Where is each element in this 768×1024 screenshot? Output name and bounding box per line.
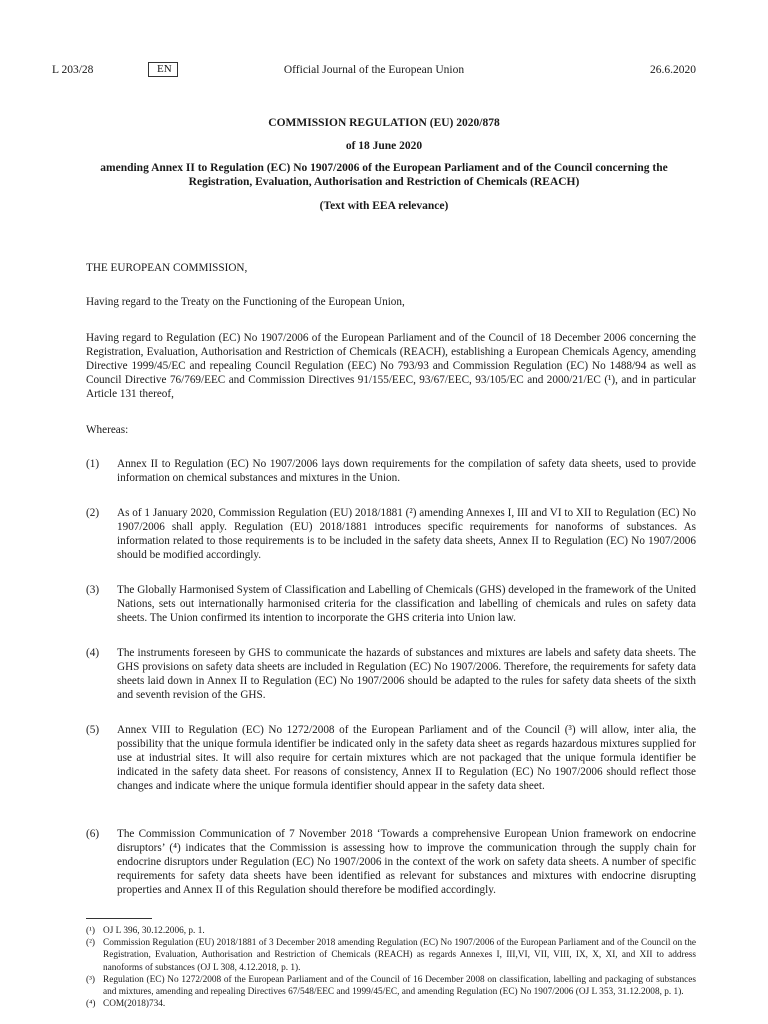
recital-2 (86, 507, 696, 563)
recital-text: Annex II to Regulation (EC) No 1907/2006 lays down requirements for the compilation of safety data sheets, used to provide information on chemical substances and mixtures in the Union. (117, 458, 696, 484)
recital-text: Annex VIII to Regulation (EC) No 1272/2008 of the European Parliament and of the Council (³) will allow, inter alia, the possibility that the unique formula identifier be indicated only in the safety data sheet as regards hazardous mixtures supplied for use at industrial sites. It will also require for certain mixtures which are not packaged that the unique formula identifier be indicated in the safety data sheet. For reasons of consistency, Annex II to Regulation (EC) No 1907/2006 should reflect those changes and indicate where the unique formula identifier should appear in the safety data sheet. (117, 724, 696, 792)
recital-1 (86, 458, 696, 486)
page-header (52, 64, 696, 80)
footnote-mark: (¹) (86, 926, 95, 936)
footnote-divider (86, 918, 152, 919)
title-block (80, 116, 688, 213)
recital-5 (86, 724, 696, 794)
language-badge: EN (148, 62, 178, 77)
footnote-4 (86, 998, 696, 1010)
treaty-citation: Having regard to the Treaty on the Functioning of the European Union, (86, 296, 405, 308)
journal-title: Official Journal of the European Union (283, 64, 465, 76)
recital-text: The instruments foreseen by GHS to communicate the hazards of substances and mixtures are labels and safety data sheets. The GHS provisions on safety data sheets are included in Regulation (EC) No 1907/2006. Therefore, the requirements for safety data sheets laid down in Annex II to Regulation (EC) No 1907/2006 should be adapted to the rules for safety data sheets of the sixth and seventh revision of the GHS. (117, 647, 696, 701)
recital-text: The Globally Harmonised System of Classification and Labelling of Chemicals (GHS) developed in the framework of the United Nations, sets out internationally harmonised criteria for the classification and labelling of chemicals and rules on safety data sheets. The Union confirmed its intention to incorporate the GHS criteria into Union law. (117, 584, 696, 624)
recital-number: (1) (86, 458, 100, 470)
regulation-subject: amending Annex II to Regulation (EC) No 1907/2006 of the European Parliament and of the Council concerning the Registration, Evaluation, Authorisation and Restriction of Chemicals (REACH) (100, 162, 668, 188)
publication-date: 26.6.2020 (650, 64, 696, 76)
footnote-text: Commission Regulation (EU) 2018/1881 of 3 December 2018 amending Regulation (EC) No 1907/2006 of the European Parliament and of the Council on the Registration, Evaluation, Authorisation and Restriction of Chemicals (REACH) as regards Annexes I, III,VI, VII, VIII, IX, X, XI, and XII to address nanoforms of substances (OJ L 308, 4.12.2018, p. 1). (103, 938, 696, 973)
recital-6 (86, 828, 696, 898)
regulation-title: COMMISSION REGULATION (EU) 2020/878 (268, 117, 500, 129)
recital-text: The Commission Communication of 7 November 2018 ‘Towards a comprehensive European Union framework on endocrine disruptors’ (⁴) indicates that the Commission is assessing how to improve the communication through the supply chain for endocrine disruptors under Regulation (EC) No 1907/2006 in the context of the work on safety data sheets. A number of specific requirements for safety data sheets have been identified as relevant for substances and mixtures with endocrine disrupting properties and Annex II of this Regulation should therefore be modified accordingly. (117, 828, 696, 896)
footnote-text: COM(2018)734. (103, 999, 166, 1010)
whereas-heading: Whereas: (86, 424, 129, 436)
footnote-mark: (²) (86, 938, 95, 949)
recital-number: (3) (86, 584, 100, 596)
recital-number: (2) (86, 507, 100, 519)
eea-relevance: (Text with EEA relevance) (319, 200, 449, 212)
recital-number: (4) (86, 647, 100, 659)
footnote-3 (86, 974, 696, 998)
regulation-date: of 18 June 2020 (345, 140, 423, 152)
recital-number: (5) (86, 724, 100, 736)
recital-text: As of 1 January 2020, Commission Regulation (EU) 2018/1881 (²) amending Annexes I, III and VI to XII to Regulation (EC) No 1907/2006 shall apply. Regulation (EU) 2018/1881 introduces specific requirements for nanoforms of substances. As information related to those requirements is to be included in the safety data sheets, Annex II to Regulation (EC) No 1907/2006 should be modified accordingly. (117, 507, 696, 561)
footnote-1 (86, 925, 696, 937)
page-reference: L 203/28 (52, 64, 94, 76)
footnote-mark: (³) (86, 974, 95, 985)
recital-4 (86, 647, 696, 703)
footnote-2 (86, 937, 696, 974)
footnote-text: OJ L 396, 30.12.2006, p. 1. (103, 926, 205, 936)
recital-3 (86, 584, 696, 626)
regulation-citation: Having regard to Regulation (EC) No 1907/2006 of the European Parliament and of the Council of 18 December 2006 concerning the Registration, Evaluation, Authorisation and Restriction of Chemicals (REACH), establishing a European Chemicals Agency, amending Directive 1999/45/EC and repealing Council Regulation (EEC) No 793/93 and Commission Regulation (EC) No 1488/94 as well as Council Directive 76/769/EEC and Commission Directives 91/155/EEC, 93/67/EEC, 93/105/EC and 2000/21/EC (¹), and in particular Article 131 thereof, (86, 332, 696, 400)
footnotes (86, 925, 696, 1010)
recital-number: (6) (86, 828, 100, 840)
commission-line: THE EUROPEAN COMMISSION, (86, 262, 248, 274)
footnote-mark: (⁴) (86, 999, 96, 1010)
footnote-text: Regulation (EC) No 1272/2008 of the European Parliament and of the Council of 16 December 2008 on classification, labelling and packaging of substances and mixtures, amending and repealing Directives 67/548/EEC and 1999/45/EC, and amending Regulation (EC) No 1907/2006 (OJ L 353, 31.12.2008, p. 1). (103, 974, 696, 998)
